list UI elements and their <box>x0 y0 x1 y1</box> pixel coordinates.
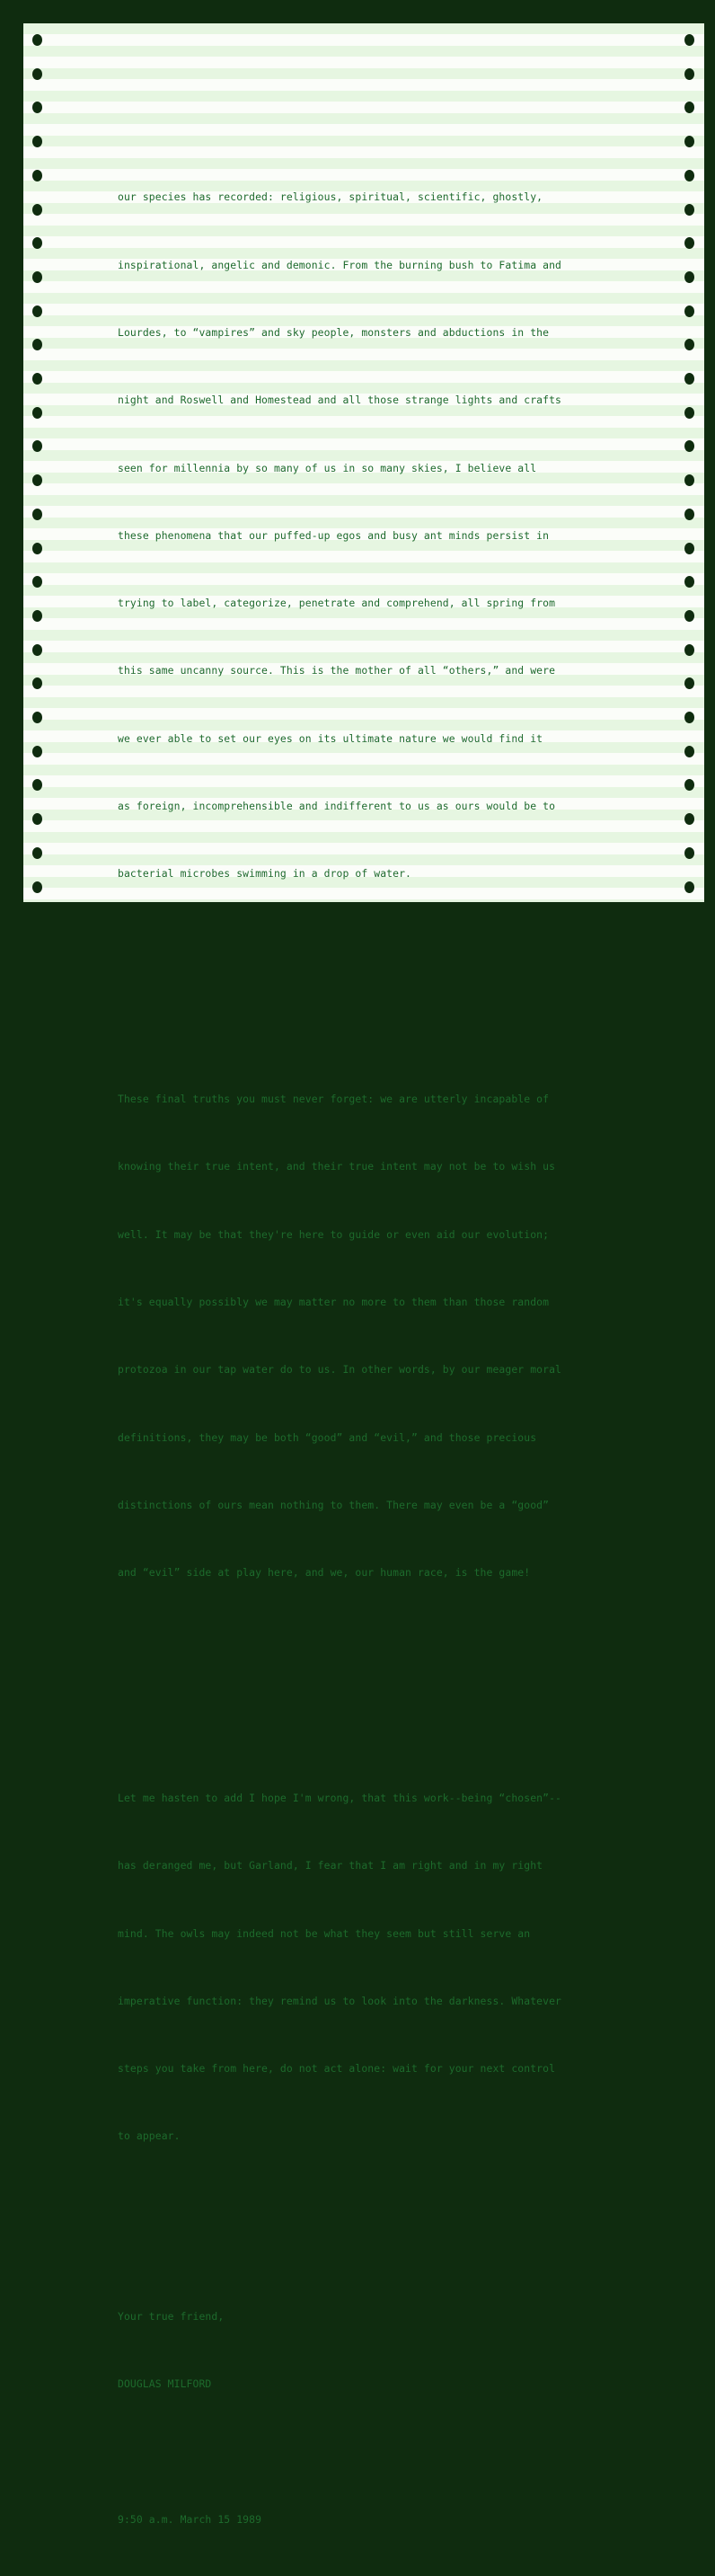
feed-hole <box>32 543 42 554</box>
text-line: inspirational, angelic and demonic. From the burning bush to Fatima and <box>118 258 561 271</box>
feed-hole <box>32 170 42 181</box>
text-line: These final truths you must never forget: we are utterly incapable of <box>118 1093 550 1106</box>
left-tractor-feed-holes <box>29 23 47 902</box>
feed-hole <box>684 474 694 486</box>
text-line: mind. The owls may indeed not be what they seem but still serve an <box>118 1926 531 1940</box>
text-line: bacterial microbes swimming in a drop of water. <box>118 867 412 881</box>
paragraph-2 <box>118 1043 657 1629</box>
feed-hole <box>684 712 694 723</box>
feed-hole <box>32 407 42 419</box>
feed-hole <box>684 305 694 317</box>
text-line: knowing their true intent, and their true intent may not be to wish us <box>118 1160 556 1173</box>
feed-hole <box>684 677 694 689</box>
feed-hole <box>32 779 42 791</box>
blank-line <box>118 2441 657 2464</box>
blank-line <box>118 976 657 998</box>
text-line: imperative function: they remind us to look into the darkness. Whatever <box>118 1994 561 2007</box>
feed-hole <box>32 813 42 825</box>
text-line: trying to label, categorize, penetrate and comprehend, all spring from <box>118 597 556 610</box>
feed-hole <box>32 576 42 588</box>
feed-hole <box>32 237 42 249</box>
feed-hole <box>32 712 42 723</box>
feed-hole <box>32 677 42 689</box>
feed-hole <box>684 881 694 893</box>
text-line: steps you take from here, do not act alone: wait for your next control <box>118 2062 556 2076</box>
feed-hole <box>684 373 694 385</box>
feed-hole <box>684 779 694 791</box>
text-line: seen for millennia by so many of us in so many skies, I believe all <box>118 461 537 474</box>
text-line: as foreign, incomprehensible and indifferent to us as ours would be to <box>118 799 556 812</box>
text-line: night and Roswell and Homestead and all those strange lights and crafts <box>118 394 561 407</box>
paragraph-3 <box>118 1742 657 2193</box>
feed-hole <box>32 339 42 350</box>
feed-hole <box>684 440 694 452</box>
feed-hole <box>684 847 694 859</box>
feed-hole <box>32 136 42 147</box>
feed-hole <box>684 204 694 216</box>
feed-hole <box>32 509 42 520</box>
blank-line <box>118 1675 657 1697</box>
feed-hole <box>32 610 42 622</box>
feed-hole <box>684 339 694 350</box>
signature-name: DOUGLAS MILFORD <box>118 2377 212 2391</box>
feed-hole <box>32 440 42 452</box>
text-line: distinctions of ours mean nothing to them. There may even be a “good” <box>118 1498 550 1511</box>
closing-salutation: Your true friend, <box>118 2310 225 2324</box>
text-line: our species has recorded: religious, spiritual, scientific, ghostly, <box>118 190 543 204</box>
text-line: protozoa in our tap water do to us. In other words, by our meager moral <box>118 1363 561 1377</box>
feed-hole <box>32 746 42 757</box>
feed-hole <box>32 847 42 859</box>
text-line: and “evil” side at play here, and we, our human race, is the game! <box>118 1566 531 1580</box>
text-line: has deranged me, but Garland, I fear that I am right and in my right <box>118 1859 543 1872</box>
feed-hole <box>684 136 694 147</box>
feed-hole <box>684 102 694 113</box>
feed-hole <box>684 407 694 419</box>
letter-body <box>118 96 657 2576</box>
feed-hole <box>684 576 694 588</box>
feed-hole <box>684 644 694 656</box>
text-line: these phenomena that our puffed-up egos and busy ant minds persist in <box>118 528 550 542</box>
feed-hole <box>32 474 42 486</box>
feed-hole <box>32 204 42 216</box>
text-line: we ever able to set our eyes on its ultimate nature we would find it <box>118 731 543 745</box>
feed-hole <box>684 813 694 825</box>
feed-hole <box>32 271 42 283</box>
feed-hole <box>32 102 42 113</box>
feed-hole <box>684 610 694 622</box>
feed-hole <box>684 34 694 46</box>
text-line: to appear. <box>118 2129 181 2143</box>
feed-hole <box>684 509 694 520</box>
feed-hole <box>684 68 694 80</box>
feed-hole <box>684 543 694 554</box>
feed-hole <box>32 68 42 80</box>
paragraph-1 <box>118 141 657 930</box>
right-tractor-feed-holes <box>681 23 699 902</box>
text-line: Lourdes, to “vampires” and sky people, monsters and abductions in the <box>118 325 550 339</box>
feed-hole <box>684 170 694 181</box>
blank-line <box>118 2238 657 2261</box>
feed-hole <box>684 271 694 283</box>
feed-hole <box>684 746 694 757</box>
feed-hole <box>32 34 42 46</box>
feed-hole <box>684 237 694 249</box>
timestamp: 9:50 a.m. March 15 1989 <box>118 2513 262 2527</box>
text-line: this same uncanny source. This is the mother of all “others,” and were <box>118 664 556 677</box>
feed-hole <box>32 373 42 385</box>
feed-hole <box>32 305 42 317</box>
text-line: definitions, they may be both “good” and “evil,” and those precious <box>118 1430 537 1444</box>
text-line: it's equally possibly we may matter no more to them than those random <box>118 1295 550 1308</box>
text-line: well. It may be that they're here to guide or even aid our evolution; <box>118 1227 550 1241</box>
text-line: Let me hasten to add I hope I'm wrong, that this work--being “chosen”-- <box>118 1792 561 1805</box>
printer-paper-sheet <box>23 23 704 2527</box>
feed-hole <box>32 881 42 893</box>
feed-hole <box>32 644 42 656</box>
